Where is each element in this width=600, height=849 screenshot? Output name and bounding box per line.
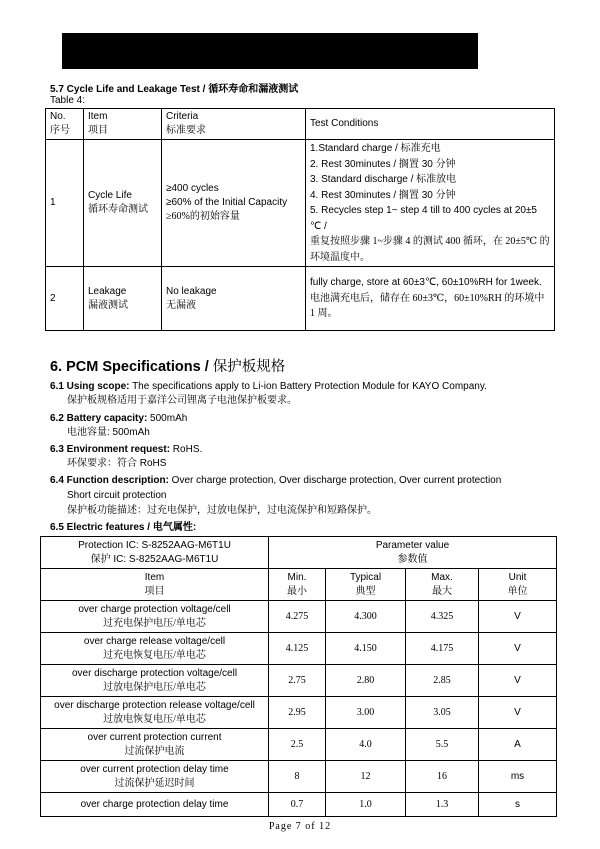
cell-typ: 1.0 (326, 793, 406, 817)
cell-item: over charge protection voltage/cell 过充电保护电压/单电芯 (41, 601, 269, 633)
cell-max: 4.175 (406, 633, 479, 665)
cell-min: 2.5 (269, 729, 326, 761)
para-6-2: 6.2 Battery capacity: 500mAh (50, 413, 188, 424)
cell-typ: 4.150 (326, 633, 406, 665)
section-title-cn: 保护板规格 (212, 359, 286, 375)
cell-max: 5.5 (406, 729, 479, 761)
table-row (41, 793, 557, 817)
header-conditions: Test Conditions (306, 109, 555, 140)
table-row (41, 665, 557, 697)
cell-max: 3.05 (406, 697, 479, 729)
cell-typ: 4.300 (326, 601, 406, 633)
table-row (41, 729, 557, 761)
cell-no: 1 (46, 140, 84, 267)
header-item: Item 项目 (84, 109, 162, 140)
cell-min: 8 (269, 761, 326, 793)
cell-max: 16 (406, 761, 479, 793)
cell-item: over discharge protection voltage/cell 过放电保护电压/单电芯 (41, 665, 269, 697)
header-unit: Unit 单位 (479, 569, 557, 601)
section-title-en: 6. PCM Specifications / (50, 359, 209, 375)
table-row (41, 633, 557, 665)
cell-min: 2.95 (269, 697, 326, 729)
cell-unit: s (479, 793, 557, 817)
cell-criteria: ≥400 cycles ≥60% of the Initial Capacity ≥60%的初始容量 (162, 140, 306, 267)
cell-max: 4.325 (406, 601, 479, 633)
cell-item: over current protection current 过流保护电流 (41, 729, 269, 761)
table-4 (45, 108, 555, 331)
header-no: No. 序号 (46, 109, 84, 140)
table-header-row (41, 569, 557, 601)
page-footer: Page 7 of 12 (268, 821, 332, 832)
cell-typ: 2.80 (326, 665, 406, 697)
header-criteria: Criteria 标准要求 (162, 109, 306, 140)
table-header-row (46, 109, 555, 140)
section-title-cn: 循环寿命和漏液测试 (208, 84, 299, 95)
table-header-row (41, 537, 557, 569)
para-6-3: 6.3 Environment request: RoHS. (50, 444, 203, 455)
cell-item: over charge protection delay time (41, 793, 269, 817)
section-5-7-title (50, 80, 298, 95)
cell-max: 2.85 (406, 665, 479, 697)
header-min: Min. 最小 (269, 569, 326, 601)
cell-item: over charge release voltage/cell 过充电恢复电压/单电芯 (41, 633, 269, 665)
table-row (41, 761, 557, 793)
cell-item: Leakage 漏液测试 (84, 267, 162, 331)
table-row (46, 267, 555, 331)
cell-min: 0.7 (269, 793, 326, 817)
cell-max: 1.3 (406, 793, 479, 817)
para-6-4: 6.4 Function description: Over charge protection, Over discharge protection, Over current protection (50, 475, 502, 486)
header-item: Item 项目 (41, 569, 269, 601)
cell-no: 2 (46, 267, 84, 331)
cell-min: 4.275 (269, 601, 326, 633)
cell-typ: 4.0 (326, 729, 406, 761)
table-row (41, 697, 557, 729)
table-electric-features (40, 536, 557, 817)
cell-unit: V (479, 633, 557, 665)
cell-param: Parameter value 参数值 (269, 537, 557, 569)
header-max: Max. 最大 (406, 569, 479, 601)
table-row (46, 140, 555, 267)
cell-min: 2.75 (269, 665, 326, 697)
section-title-en: 5.7 Cycle Life and Leakage Test / (50, 84, 206, 95)
para-6-4-cn: 保护板功能描述：过充电保护，过放电保护，过电流保护和短路保护。 (67, 505, 377, 516)
cell-conditions: fully charge, store at 60±3℃, 60±10%RH for 1week. 电池满充电后，储存在 60±3℃，60±10%RH 的环境中 1 周。 (306, 267, 555, 331)
para-6-2-cn: 电池容量: 500mAh (67, 427, 150, 438)
para-6-5: 6.5 Electric features / 电气属性: (50, 522, 197, 533)
cell-conditions: 1.Standard charge / 标准充电 2. Rest 30minutes / 搁置 30 分钟 3. Standard discharge / 标准放电 4. Rest 30minutes / 搁置 30 分钟 5. Recycles step 1~ step 4 till to 400 cycles at 20±5 ℃ / 重复按照步骤 1~步骤 4 的测试 400 循环，在 20±5℃ 的环境温度中。 (306, 140, 555, 267)
cell-unit: V (479, 601, 557, 633)
cell-unit: ms (479, 761, 557, 793)
cell-typ: 12 (326, 761, 406, 793)
para-6-1: 6.1 Using scope: The specifications apply to Li-ion Battery Protection Module for KAYO Company. (50, 381, 487, 392)
cell-unit: A (479, 729, 557, 761)
cell-unit: V (479, 697, 557, 729)
section-6-title (50, 355, 285, 376)
table-4-label: Table 4: (50, 95, 86, 106)
para-6-3-cn: 环保要求：符合 RoHS (67, 458, 167, 469)
cell-unit: V (479, 665, 557, 697)
para-6-1-cn: 保护板规格适用于嘉洋公司锂离子电池保护板要求。 (67, 395, 297, 406)
cell-typ: 3.00 (326, 697, 406, 729)
cell-item: Cycle Life 循环寿命测试 (84, 140, 162, 267)
cell-item: over discharge protection release voltage/cell 过放电恢复电压/单电芯 (41, 697, 269, 729)
cell-min: 4.125 (269, 633, 326, 665)
cell-ic: Protection IC: S-8252AAG-M6T1U 保护 IC: S-8252AAG-M6T1U (41, 537, 269, 569)
redacted-header-bar (62, 33, 478, 69)
para-6-4-line2: Short circuit protection (67, 490, 167, 501)
header-typ: Typical 典型 (326, 569, 406, 601)
cell-criteria: No leakage 无漏液 (162, 267, 306, 331)
cell-item: over current protection delay time 过流保护延迟时间 (41, 761, 269, 793)
table-row (41, 601, 557, 633)
